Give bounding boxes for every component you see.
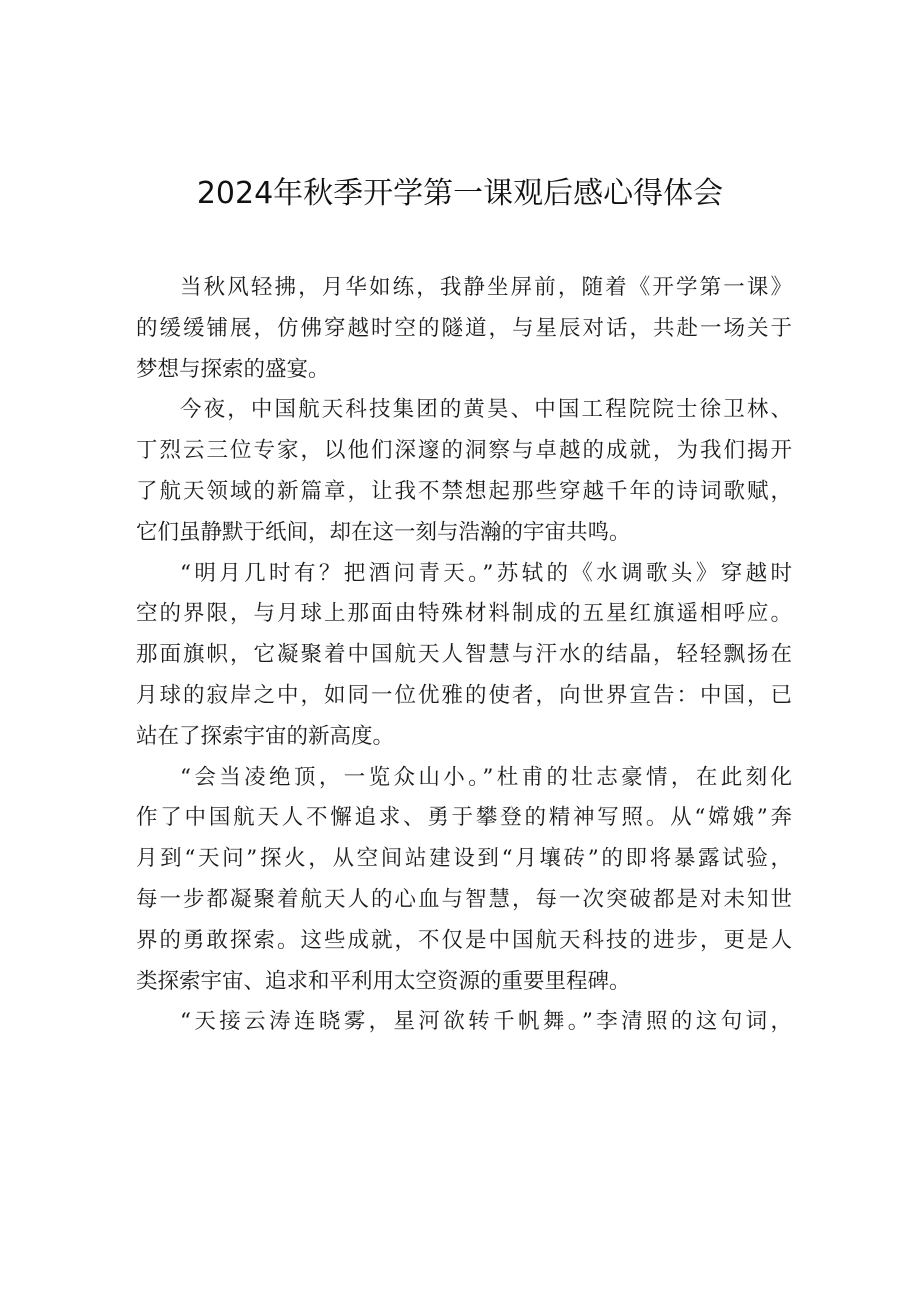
paragraph-5	[136, 1002, 792, 1043]
text-line: 作了中国航天人不懈追求、勇于攀登的精神写照。从“嫦娥”奔	[136, 805, 792, 831]
paragraph-4	[136, 758, 792, 1003]
paragraph-2	[136, 390, 792, 553]
text-line: “天接云涛连晓雾，星河欲转千帆舞。”李清照的这句词，	[180, 1009, 792, 1035]
text-line: “明月几时有？把酒问青天。”苏轼的《水调歌头》穿越时	[180, 560, 792, 586]
document-title: 2024年秋季开学第一课观后感心得体会	[196, 176, 724, 211]
text-line: 当秋风轻拂，月华如练，我静坐屏前，随着《开学第一课》	[180, 275, 792, 300]
text-line: 空的界限，与月球上那面由特殊材料制成的五星红旗遥相呼应。	[136, 601, 792, 627]
text-line: 那面旗帜，它凝聚着中国航天人智慧与汗水的结晶，轻轻飘扬在	[136, 642, 792, 668]
text-line: 今夜，中国航天科技集团的黄昊、中国工程院院士徐卫林、	[180, 397, 792, 423]
text-line: 梦想与探索的盛宴。	[136, 356, 330, 382]
paragraph-1	[136, 268, 792, 390]
text-line: 月到“天问”探火，从空间站建设到“月壤砖”的即将暴露试验，	[136, 846, 792, 872]
text-line: 它们虽静默于纸间，却在这一刻与浩瀚的宇宙共鸣。	[136, 519, 631, 545]
text-line: 每一步都凝聚着航天人的心血与智慧，每一次突破都是对未知世	[136, 886, 792, 912]
document-body	[136, 268, 792, 1043]
text-line: “会当凌绝顶，一览众山小。”杜甫的壮志豪情，在此刻化	[180, 764, 792, 790]
text-line: 类探索宇宙、追求和平利用太空资源的重要里程碑。	[136, 968, 631, 994]
text-line: 月球的寂岸之中，如同一位优雅的使者，向世界宣告：中国，已	[136, 682, 792, 708]
text-line: 丁烈云三位专家，以他们深邃的洞察与卓越的成就，为我们揭开	[136, 438, 792, 464]
text-line: 了航天领域的新篇章，让我不禁想起那些穿越千年的诗词歌赋，	[136, 478, 792, 504]
text-line: 站在了探索宇宙的新高度。	[136, 723, 395, 749]
paragraph-3	[136, 554, 792, 758]
text-line: 的缓缓铺展，仿佛穿越时空的隧道，与星辰对话，共赴一场关于	[136, 315, 792, 341]
text-line: 界的勇敢探索。这些成就，不仅是中国航天科技的进步，更是人	[136, 927, 792, 953]
